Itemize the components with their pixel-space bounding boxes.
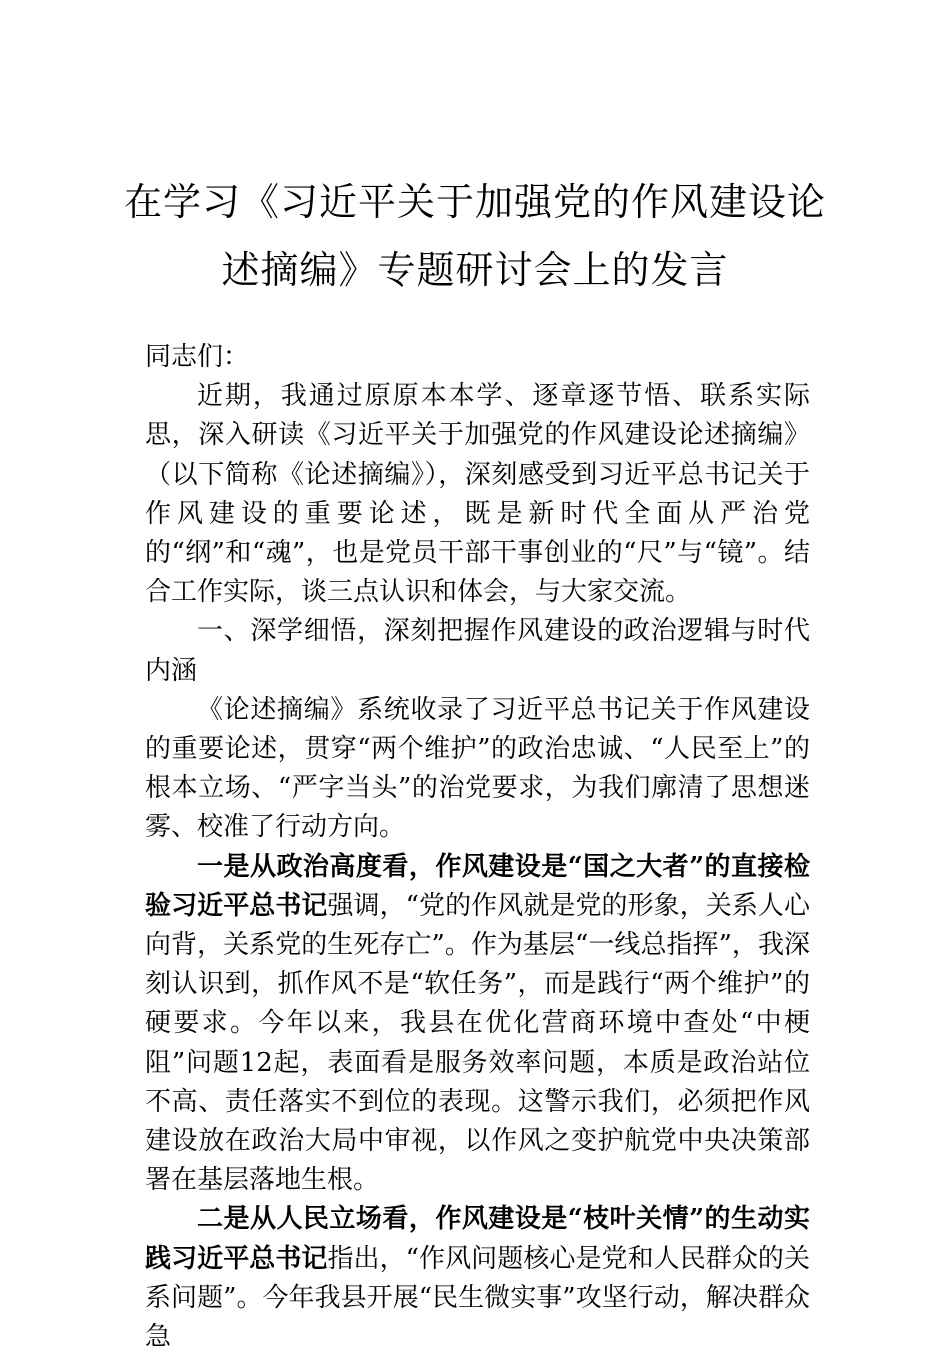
salutation: 同志们：: [145, 342, 250, 372]
point-2-lead: 二是从人民立场看，作风建设是“枝叶关情”的生动实践习近平总书记: [145, 1204, 810, 1274]
document-body: [145, 338, 810, 1357]
section-1-paragraph: 《论述摘编》系统收录了习近平总书记关于作风建设的重要论述，贯穿“两个维护”的政治忠诚、“人民至上”的根本立场、“严字当头”的治党要求，为我们廓清了思想迷雾、校准了行动方向。: [145, 694, 810, 843]
point-1-lead: 一是从政治高度看，作风建设是“国之大者”的直接检验习近平总书记: [145, 851, 810, 921]
section-1-heading: 一、深学细悟，深刻把握作风建设的政治逻辑与时代内涵: [145, 616, 810, 686]
document-title-line-2: 述摘编》专题研讨会上的发言: [221, 248, 729, 292]
point-1-paragraph: [145, 848, 810, 1201]
document-title-line-1: 在学习《习近平关于加强党的作风建设论: [123, 180, 826, 224]
intro-paragraph: 近期，我通过原原本本学、逐章逐节悟、联系实际思，深入研读《习近平关于加强党的作风建设论述摘编》（以下简称《论述摘编》），深刻感受到习近平总书记关于作风建设的重要论述，既是新时代全面从严治党的“纲”和“魂”，也是党员干部干事创业的“尺”与“镜”。结合工作实际，谈三点认识和体会，与大家交流。: [145, 381, 810, 608]
point-1-text: 强调，“党的作风就是党的形象，关系人心向背，关系党的生死存亡”。作为基层“一线总指挥”，我深刻认识到，抓作风不是“软任务”，而是践行“两个维护”的硬要求。今年以来，我县在优化营商环境中查处“中梗阻”问题12起，表面看是服务效率问题，本质是政治站位不高、责任落实不到位的表现。这警示我们，必须把作风建设放在政治大局中审视，以作风之变护航党中央决策部署在基层落地生根。: [145, 890, 810, 1196]
point-2-text: 指出，“作风问题核心是党和人民群众的关系问题”。今年我县开展“民生微实事”攻坚行动，解决群众急: [145, 1243, 810, 1353]
point-2-paragraph: [145, 1200, 810, 1357]
